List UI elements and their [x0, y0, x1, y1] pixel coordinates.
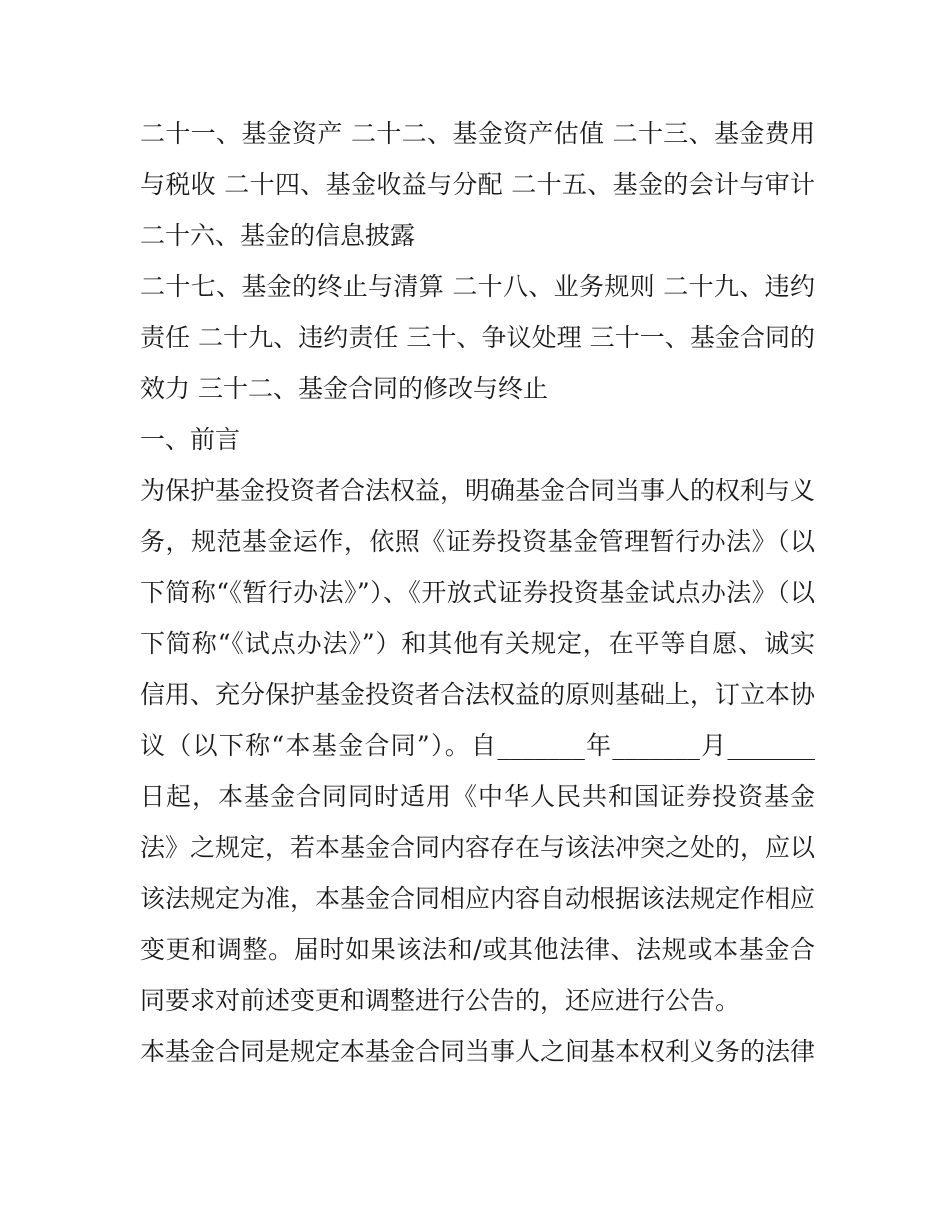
section-heading-preface: 一、前言	[140, 425, 241, 454]
contract-nature-paragraph: 本基金合同是规定本基金合同当事人之间基本权利义务的法律	[140, 1037, 816, 1066]
toc-line-2: 二十七、基金的终止与清算 二十八、业务规则 二十九、违约责任 二十九、违约责任 三十、争议处理 三十一、基金合同的效力 三十二、基金合同的修改与终止	[140, 272, 815, 403]
preface-paragraph: 为保护基金投资者合法权益，明确基金合同当事人的权利与义务，规范基金运作，依照《证券投资基金管理暂行办法》（以下简称“《暂行办法》”）、《开放式证券投资基金试点办法》（以下简称“《试点办法》”）和其他有关规定，在平等自愿、诚实信用、充分保护基金投资者合法权益的原则基础上，订立本协议（以下称“本基金合同”）。自_______年_______月_______日起，本基金合同同时适用《中华人民共和国证券投资基金法》之规定，若本基金合同内容存在与该法冲突之处的，应以该法规定为准，本基金合同相应内容自动根据该法规定作相应变更和调整。届时如果该法和/或其他法律、法规或本基金合同要求对前述变更和调整进行公告的，还应进行公告。	[140, 476, 816, 1015]
document-body	[140, 108, 815, 1077]
toc-line-1: 二十一、基金资产 二十二、基金资产估值 二十三、基金费用与税收 二十四、基金收益与分配 二十五、基金的会计与审计 二十六、基金的信息披露	[140, 119, 815, 250]
